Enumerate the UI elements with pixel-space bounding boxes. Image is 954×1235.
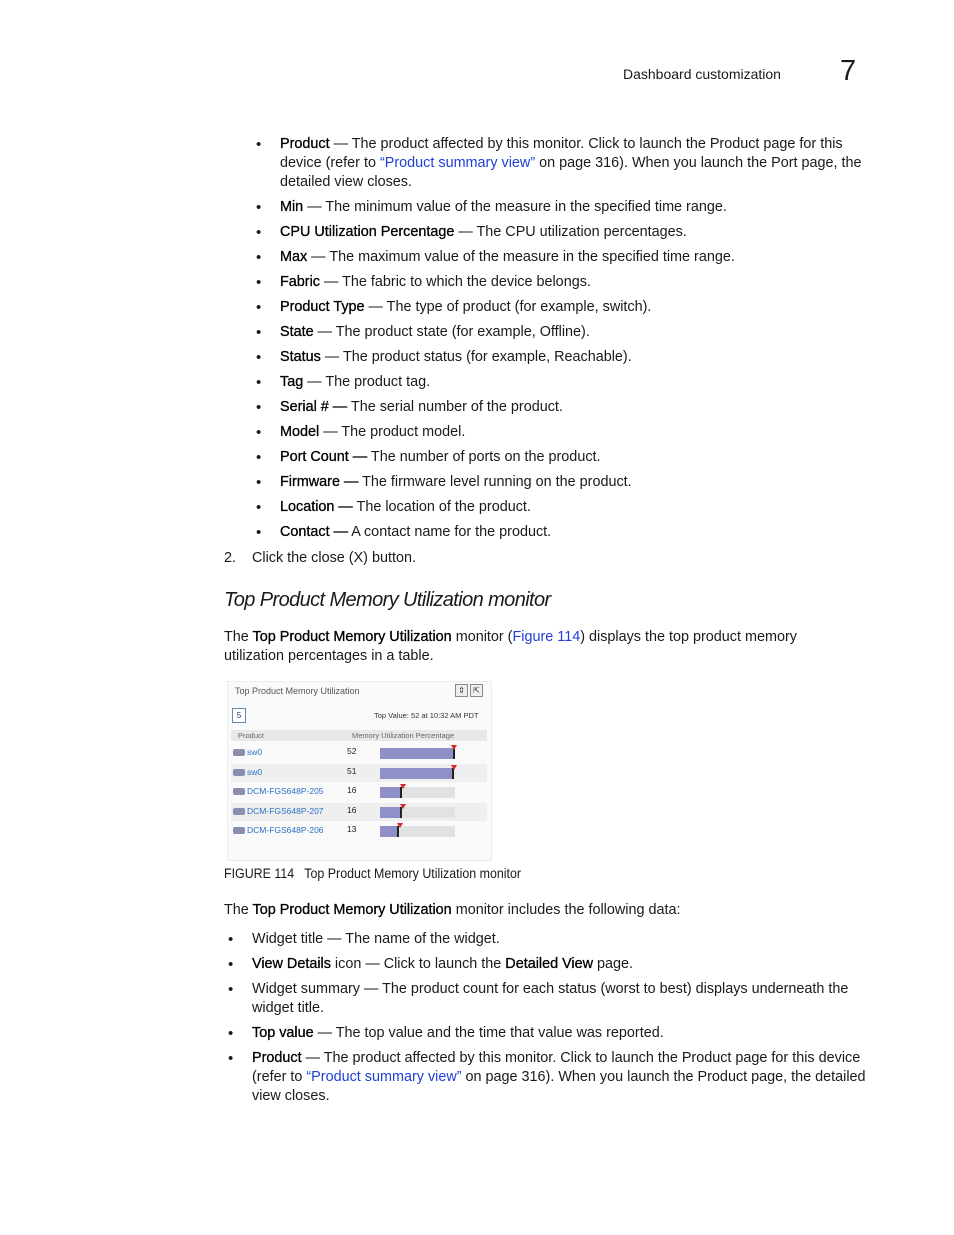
switch-icon xyxy=(233,808,245,815)
data-paragraph: The Top Product Memory Utilization monitor includes the following data: xyxy=(224,902,681,918)
utilization-bar xyxy=(380,768,455,779)
peak-marker-icon xyxy=(400,804,406,809)
list-item: • Status — The product status (for example, Reachable). xyxy=(256,348,866,367)
memory-value: 13 xyxy=(347,824,357,834)
product-link[interactable]: sw0 xyxy=(247,767,263,777)
utilization-fill xyxy=(380,748,454,759)
list-item: • Serial # — The serial number of the product. xyxy=(256,398,866,417)
running-header: Dashboard customization xyxy=(623,66,781,82)
field-list xyxy=(256,135,866,548)
list-item: • Firmware — The firmware level running on the product. xyxy=(256,473,866,492)
figure-caption: FIGURE 114 Top Product Memory Utilization monitor xyxy=(224,866,522,881)
utilization-bar xyxy=(380,826,455,837)
view-details-icon[interactable]: ⇱ xyxy=(470,684,483,697)
list-item: • Product — The product affected by this monitor. Click to launch the Product page for this device (refer to “Product summary view” on page 316). When you launch the Port page, the detailed view closes. xyxy=(256,135,866,192)
peak-marker-icon xyxy=(400,784,406,789)
list-item: • State — The product state (for example, Offline). xyxy=(256,323,866,342)
list-item: • Contact — A contact name for the product. xyxy=(256,523,866,542)
utilization-bar xyxy=(380,807,455,818)
product-summary-link[interactable]: “Product summary view” xyxy=(379,155,536,171)
product-link[interactable]: DCM-FGS648P-206 xyxy=(247,825,324,835)
list-item: • CPU Utilization Percentage — The CPU utilization percentages. xyxy=(256,223,866,242)
collapse-icon[interactable]: ⇕ xyxy=(455,684,468,697)
switch-icon xyxy=(233,827,245,834)
utilization-bar xyxy=(380,748,455,759)
list-item: • Product — The product affected by this monitor. Click to launch the Product page for this device (refer to “Product summary view” on page 316). When you launch the Product page, the detailed view closes. xyxy=(228,1049,868,1106)
utilization-fill xyxy=(380,768,453,779)
list-item: • Min — The minimum value of the measure in the specified time range. xyxy=(256,198,866,217)
list-item: • Max — The maximum value of the measure in the specified time range. xyxy=(256,248,866,267)
widget-data-list xyxy=(228,930,868,1112)
chapter-number: 7 xyxy=(840,55,857,87)
memory-value: 16 xyxy=(347,805,357,815)
figure-link[interactable]: Figure 114 xyxy=(512,629,581,645)
peak-marker-icon xyxy=(451,745,457,750)
list-item: • Fabric — The fabric to which the device belongs. xyxy=(256,273,866,292)
utilization-fill xyxy=(380,826,398,837)
top-value-text: Top Value: 52 at 10:32 AM PDT xyxy=(374,711,479,720)
peak-marker-icon xyxy=(451,765,457,770)
memory-utilization-widget xyxy=(227,681,492,861)
table-header xyxy=(231,730,487,741)
step-2: 2. Click the close (X) button. xyxy=(224,550,416,566)
intro-paragraph: The Top Product Memory Utilization monitor (Figure 114) displays the top product memory utilization percentages in a table. xyxy=(224,629,797,664)
memory-value: 52 xyxy=(347,746,357,756)
switch-icon xyxy=(233,749,245,756)
utilization-bar xyxy=(380,787,455,798)
column-header-product: Product xyxy=(238,731,264,740)
utilization-fill xyxy=(380,787,401,798)
product-link[interactable]: DCM-FGS648P-205 xyxy=(247,786,324,796)
table-row xyxy=(231,783,487,801)
product-summary-link[interactable]: “Product summary view” xyxy=(306,1069,462,1085)
list-item: • Widget title — The name of the widget. xyxy=(228,930,868,949)
memory-value: 51 xyxy=(347,766,357,776)
list-item: • Location — The location of the product. xyxy=(256,498,866,517)
list-item: • Model — The product model. xyxy=(256,423,866,442)
peak-marker-icon xyxy=(397,823,403,828)
list-item: • Product Type — The type of product (for example, switch). xyxy=(256,298,866,317)
table-row xyxy=(231,822,487,840)
product-link[interactable]: sw0 xyxy=(247,747,263,757)
list-item: • Port Count — The number of ports on the product. xyxy=(256,448,866,467)
product-link[interactable]: DCM-FGS648P-207 xyxy=(247,806,324,816)
utilization-fill xyxy=(380,807,401,818)
memory-value: 16 xyxy=(347,785,357,795)
list-item: • Tag — The product tag. xyxy=(256,373,866,392)
widget-title: Top Product Memory Utilization xyxy=(235,686,360,696)
switch-icon xyxy=(233,788,245,795)
table-row xyxy=(231,803,487,821)
column-header-memory: Memory Utilization Percentage xyxy=(352,731,455,740)
list-item: • Top value — The top value and the time that value was reported. xyxy=(228,1024,868,1043)
switch-icon xyxy=(233,769,245,776)
list-item: • Widget summary — The product count for each status (worst to best) displays underneath the widget title. xyxy=(228,980,868,1018)
section-heading: Top Product Memory Utilization monitor xyxy=(224,589,551,611)
list-item: • View Details icon — Click to launch the Detailed View page. xyxy=(228,955,868,974)
status-count-badge[interactable]: 5 xyxy=(232,708,246,723)
table-row xyxy=(231,744,487,762)
table-row xyxy=(231,764,487,782)
